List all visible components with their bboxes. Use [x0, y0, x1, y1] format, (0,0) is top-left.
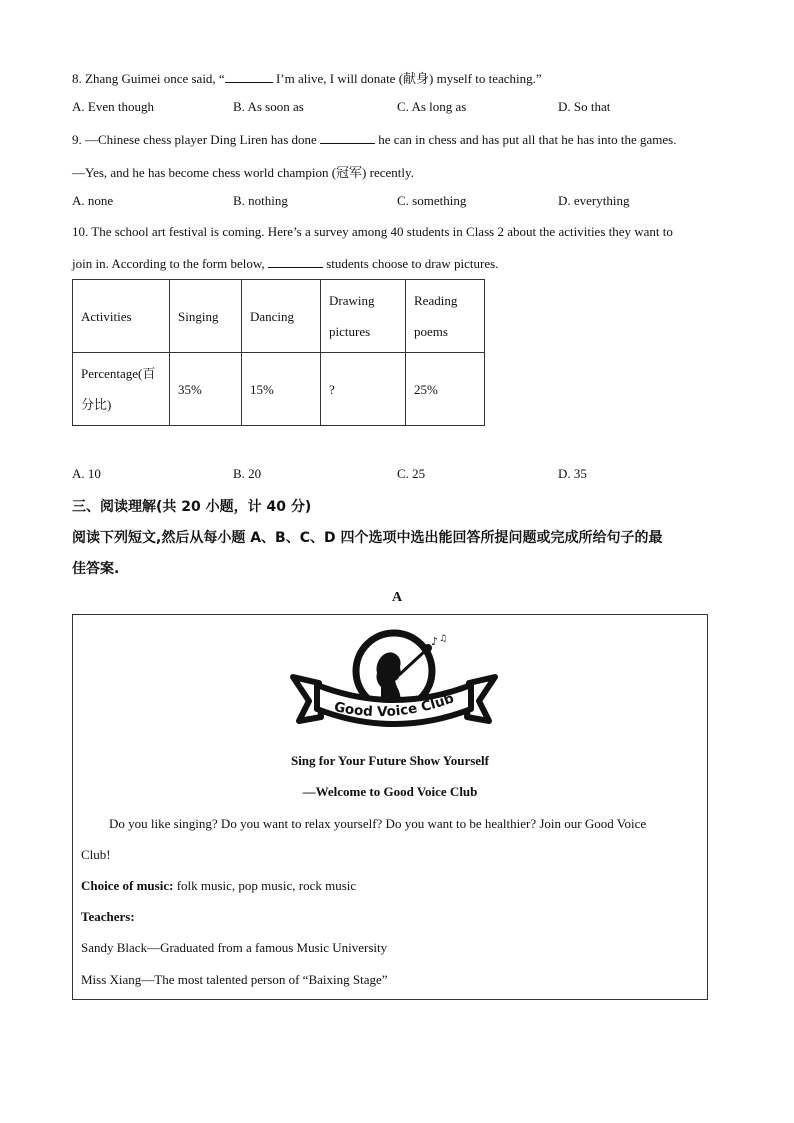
section-instruction-line2: 佳答案. [72, 561, 120, 577]
q10-option-d[interactable]: D. 35 [558, 466, 587, 481]
q8-stem-before: 8. Zhang Guimei once said, “ [72, 71, 225, 86]
svg-text:♫: ♫ [439, 634, 448, 644]
q10-stem-before: join in. According to the form below, [72, 256, 268, 271]
header-cell-singing: Singing [170, 280, 242, 353]
q9-option-d[interactable]: D. everything [558, 193, 630, 208]
q8-option-a[interactable]: A. Even though [72, 99, 154, 114]
section-instruction-line1: 阅读下列短文,然后从每小题 A、B、C、D 四个选项中选出能回答所提问题或完成所给句子的最 [72, 530, 663, 546]
logo-text: Good Voice Club [332, 690, 457, 721]
microphone-icon [399, 651, 425, 675]
q10-stem-line2 [72, 255, 498, 272]
music-choice-label: Choice of music: [81, 878, 174, 893]
q9-option-a[interactable]: A. none [72, 193, 114, 208]
q9-answer-blank[interactable] [320, 131, 375, 144]
survey-table [72, 279, 485, 426]
header-cell-drawing-pictures: Drawing pictures [321, 280, 406, 353]
club-advertisement [72, 614, 708, 1000]
q10-option-a[interactable]: A. 10 [72, 466, 101, 481]
teachers-label: Teachers: [81, 909, 135, 924]
q8-stem-after: I’m alive, I will donate (献身) myself to teaching.” [272, 71, 542, 86]
row-label-percentage: Percentage(百 分比) [73, 353, 170, 426]
cell-reading-value: 25% [406, 353, 485, 426]
table-row [73, 353, 485, 426]
q9-stem [72, 131, 676, 148]
q9-stem-before: 9. —Chinese chess player Ding Liren has done [72, 132, 321, 147]
q8-answer-blank[interactable] [225, 70, 273, 83]
club-subtitle: —Welcome to Good Voice Club [302, 784, 478, 799]
music-note-icon: ♪ [431, 635, 439, 648]
q9-option-c[interactable]: C. something [397, 193, 467, 208]
passage-label: A [391, 590, 403, 605]
club-intro-line1: Do you like singing? Do you want to relax yourself? Do you want to be healthier? Join our Good Voice [109, 816, 647, 831]
q10-stem-after: students choose to draw pictures. [322, 256, 499, 271]
q8-option-b[interactable]: B. As soon as [233, 99, 304, 114]
club-title: Sing for Your Future Show Yourself [290, 753, 490, 768]
music-choice-value: folk music, pop music, rock music [173, 878, 357, 893]
q10-option-c[interactable]: C. 25 [397, 466, 426, 481]
header-cell-activities: Activities [73, 280, 170, 353]
q10-answer-blank[interactable] [268, 255, 323, 268]
music-choice [81, 878, 356, 894]
cell-dancing-value: 15% [242, 353, 321, 426]
club-intro-line2: Club! [81, 847, 111, 862]
q9-reply: —Yes, and he has become chess world champion (冠军) recently. [72, 165, 414, 180]
table-header-row [73, 280, 485, 353]
q9-option-b[interactable]: B. nothing [233, 193, 288, 208]
section-heading: 三、阅读理解(共 20 小题，计 40 分) [72, 499, 312, 515]
header-cell-reading-poems: Reading poems [406, 280, 485, 353]
club-logo [289, 629, 499, 734]
q10-option-b[interactable]: B. 20 [233, 466, 262, 481]
q8-option-c[interactable]: C. As long as [397, 99, 467, 114]
cell-singing-value: 35% [170, 353, 242, 426]
teacher-sandy-black: Sandy Black—Graduated from a famous Music University [81, 940, 388, 955]
header-cell-dancing: Dancing [242, 280, 321, 353]
teacher-miss-xiang: Miss Xiang—The most talented person of “Baixing Stage” [81, 972, 388, 987]
q8-option-d[interactable]: D. So that [558, 99, 611, 114]
q8-stem [72, 68, 542, 87]
cell-drawing-value: ? [321, 353, 406, 426]
q10-stem-line1: 10. The school art festival is coming. Here’s a survey among 40 students in Class 2 about the activities they want to [72, 224, 673, 239]
q9-stem-after: he can in chess and has put all that he has into the games. [375, 132, 677, 147]
